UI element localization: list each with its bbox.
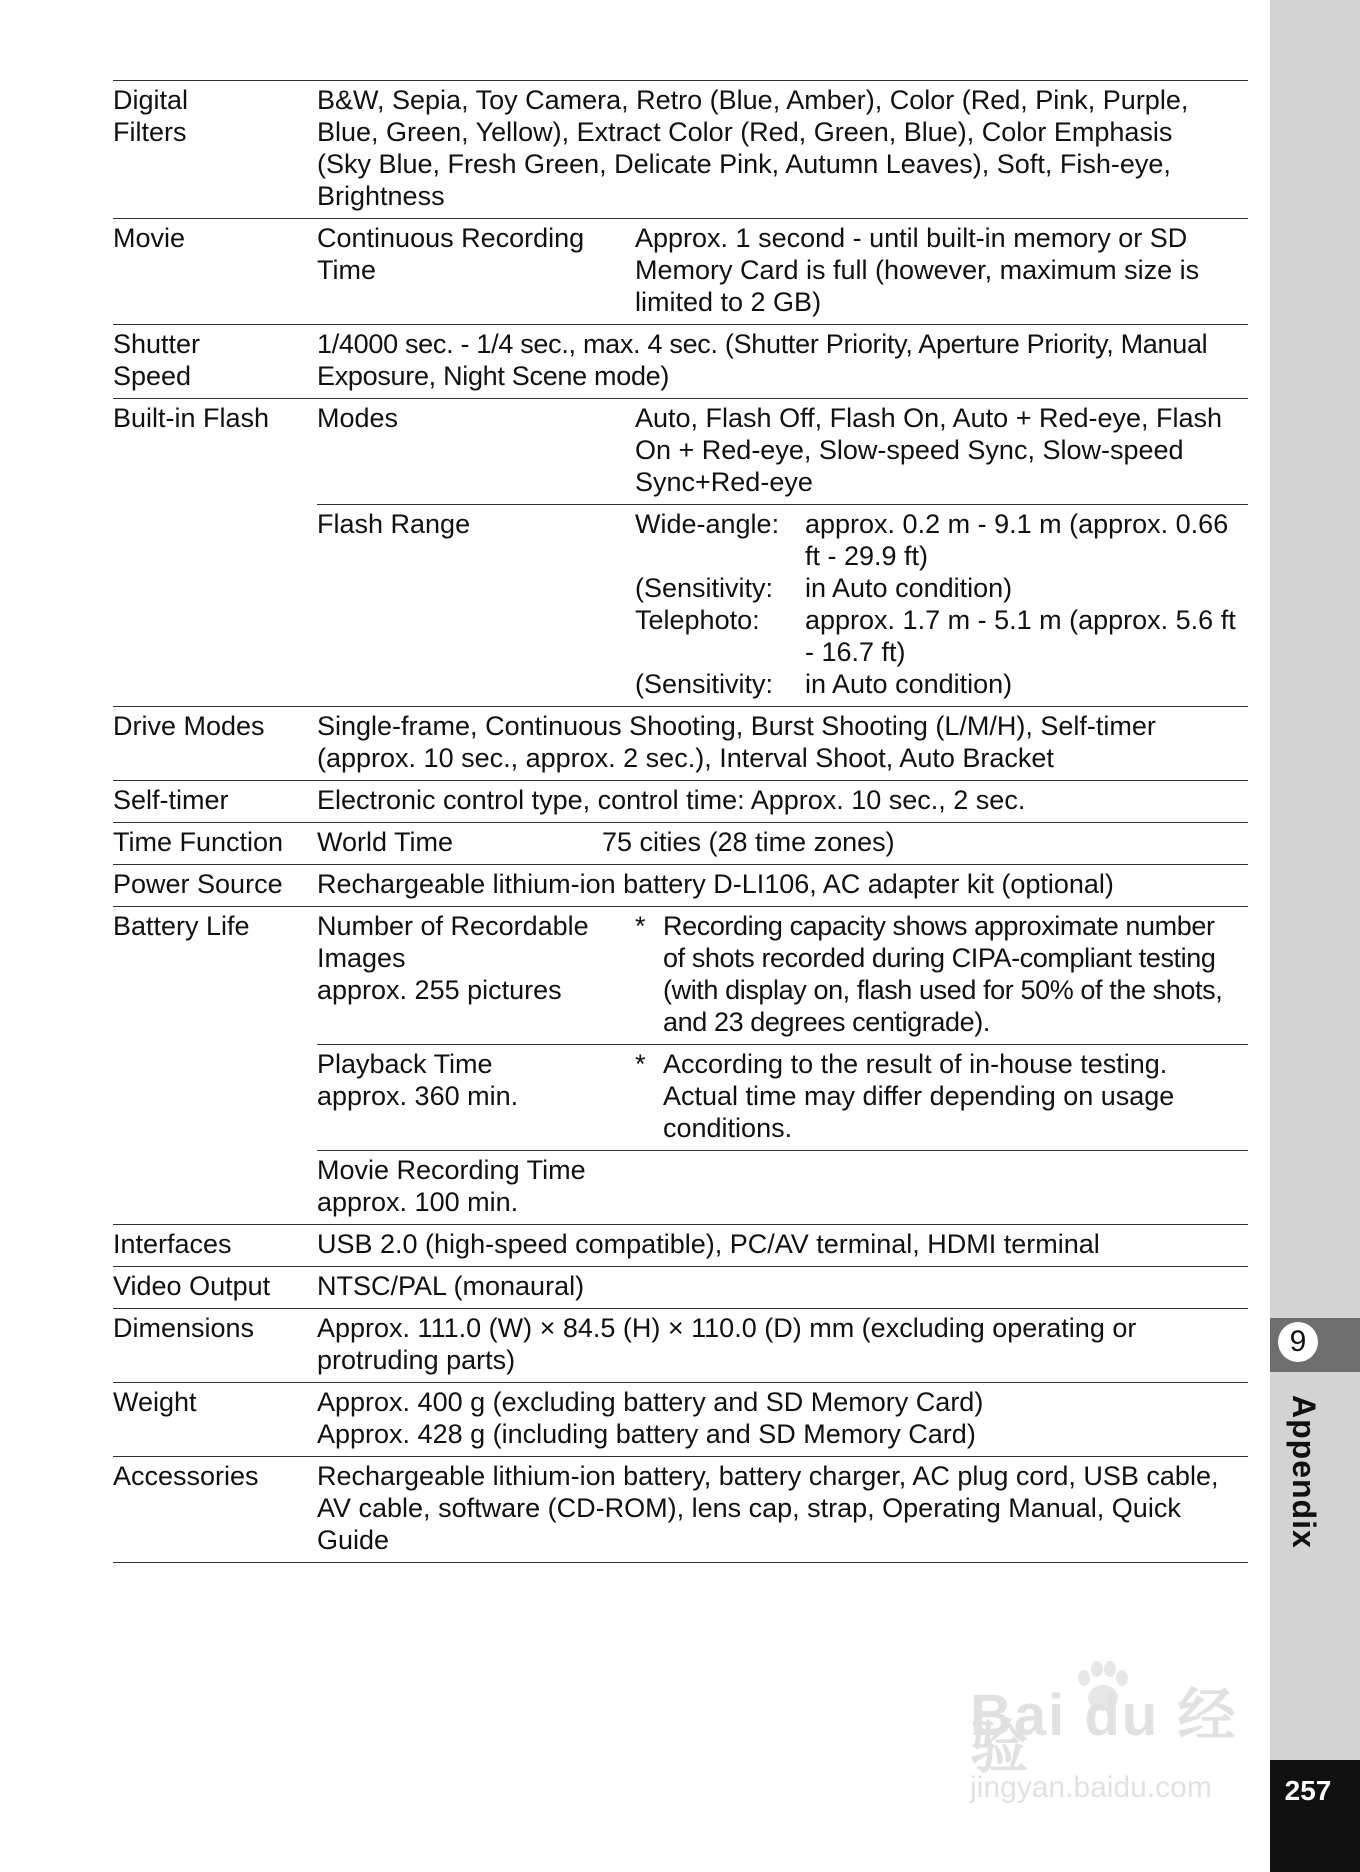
label-power-source: Power Source (113, 865, 317, 907)
label-shutter-speed: Shutter Speed (113, 325, 317, 399)
label-digital-filters: Digital Filters (113, 81, 317, 219)
note-battery-images: * Recording capacity shows approximate number of shots recorded during CIPA-compliant testing (with display on, flash used for 50% of the shots, and 23 degrees centigrade). (635, 907, 1248, 1045)
sub-battery-images: Number of Recordable Images approx. 255 pictures (317, 907, 635, 1045)
label-self-timer: Self-timer (113, 781, 317, 823)
row-weight (113, 1383, 1248, 1457)
row-power-source (113, 865, 1248, 907)
value-digital-filters: B&W, Sepia, Toy Camera, Retro (Blue, Amber), Color (Red, Pink, Purple, Blue, Green, Yellow), Extract Color (Red, Green, Blue), Color Emphasis (Sky Blue, Fresh Green, Delicate Pink, Autumn Leaves), Soft, Fish-eye, Brightness (317, 81, 1248, 219)
row-time-function (113, 823, 1248, 865)
value-time-function (317, 823, 1248, 865)
value-weight: Approx. 400 g (excluding battery and SD Memory Card) Approx. 428 g (including battery and SD Memory Card) (317, 1383, 1248, 1457)
asterisk-mark: * (635, 911, 646, 941)
label-video-output: Video Output (113, 1267, 317, 1309)
label-drive-modes: Drive Modes (113, 707, 317, 781)
row-movie (113, 219, 1248, 325)
label-battery-life: Battery Life (113, 907, 317, 1225)
flash-range-sensitivity-tele: (Sensitivity: in Auto condition) (635, 669, 1013, 699)
note-battery-playback: * According to the result of in-house testing. Actual time may differ depending on usage conditions. (635, 1045, 1248, 1151)
value-shutter-speed: 1/4000 sec. - 1/4 sec., max. 4 sec. (Shutter Priority, Aperture Priority, Manual Exposure, Night Scene mode) (317, 325, 1248, 399)
row-battery-images (113, 907, 1248, 1045)
side-band (1270, 0, 1360, 1872)
world-time-value: 75 cities (28 time zones) (602, 827, 895, 857)
row-shutter-speed (113, 325, 1248, 399)
row-dimensions (113, 1309, 1248, 1383)
label-time-function: Time Function (113, 823, 317, 865)
label-accessories: Accessories (113, 1457, 317, 1563)
value-power-source: Rechargeable lithium-ion battery D-LI106, AC adapter kit (optional) (317, 865, 1248, 907)
value-dimensions: Approx. 111.0 (W) × 84.5 (H) × 110.0 (D) mm (excluding operating or protruding parts) (317, 1309, 1248, 1383)
asterisk-mark: * (635, 1049, 646, 1079)
label-movie: Movie (113, 219, 317, 325)
row-flash-modes (113, 399, 1248, 505)
sub-flash-modes: Modes (317, 399, 635, 505)
row-digital-filters (113, 81, 1248, 219)
watermark-url: jingyan.baidu.com (970, 1771, 1212, 1804)
sub-flash-range: Flash Range (317, 505, 635, 707)
spec-table (113, 80, 1248, 1563)
value-self-timer: Electronic control type, control time: Approx. 10 sec., 2 sec. (317, 781, 1248, 823)
label-dimensions: Dimensions (113, 1309, 317, 1383)
value-drive-modes: Single-frame, Continuous Shooting, Burst Shooting (L/M/H), Self-timer (approx. 10 sec., approx. 2 sec.), Interval Shoot, Auto Bracket (317, 707, 1248, 781)
empty-battery-movie (635, 1151, 1248, 1225)
value-interfaces: USB 2.0 (high-speed compatible), PC/AV terminal, HDMI terminal (317, 1225, 1248, 1267)
row-drive-modes (113, 707, 1248, 781)
sub-battery-movie: Movie Recording Time approx. 100 min. (317, 1151, 635, 1225)
value-movie: Approx. 1 second - until built-in memory or SD Memory Card is full (however, maximum size is limited to 2 GB) (635, 219, 1248, 325)
label-built-in-flash: Built-in Flash (113, 399, 317, 707)
flash-range-sensitivity-wide: (Sensitivity: in Auto condition) (635, 573, 1013, 603)
sub-movie: Continuous Recording Time (317, 219, 635, 325)
watermark (960, 1660, 1280, 1804)
value-accessories: Rechargeable lithium-ion battery, battery charger, AC plug cord, USB cable, AV cable, software (CD-ROM), lens cap, strap, Operating Manual, Quick Guide (317, 1457, 1248, 1563)
row-interfaces (113, 1225, 1248, 1267)
flash-range-tele: Telephoto: approx. 1.7 m - 5.1 m (approx. 5.6 ft - 16.7 ft) (635, 605, 1236, 667)
label-weight: Weight (113, 1383, 317, 1457)
value-flash-range (635, 505, 1248, 707)
row-accessories (113, 1457, 1248, 1563)
sub-world-time: World Time (317, 827, 454, 857)
value-video-output: NTSC/PAL (monaural) (317, 1267, 1248, 1309)
row-self-timer (113, 781, 1248, 823)
chapter-title: Appendix (1286, 1395, 1322, 1549)
watermark-text: Bai du 经验 (970, 1683, 1238, 1780)
label-interfaces: Interfaces (113, 1225, 317, 1267)
sub-battery-playback: Playback Time approx. 360 min. (317, 1045, 635, 1151)
paw-logo-icon (1072, 1660, 1132, 1716)
value-flash-modes: Auto, Flash Off, Flash On, Auto + Red-eye, Flash On + Red-eye, Slow-speed Sync, Slow-speed Sync+Red-eye (635, 399, 1248, 505)
row-video-output (113, 1267, 1248, 1309)
page-number: 257 (1284, 1775, 1332, 1806)
chapter-number: 9 (1278, 1322, 1318, 1362)
flash-range-wide: Wide-angle: approx. 0.2 m - 9.1 m (approx. 0.66 ft - 29.9 ft) (635, 509, 1229, 571)
